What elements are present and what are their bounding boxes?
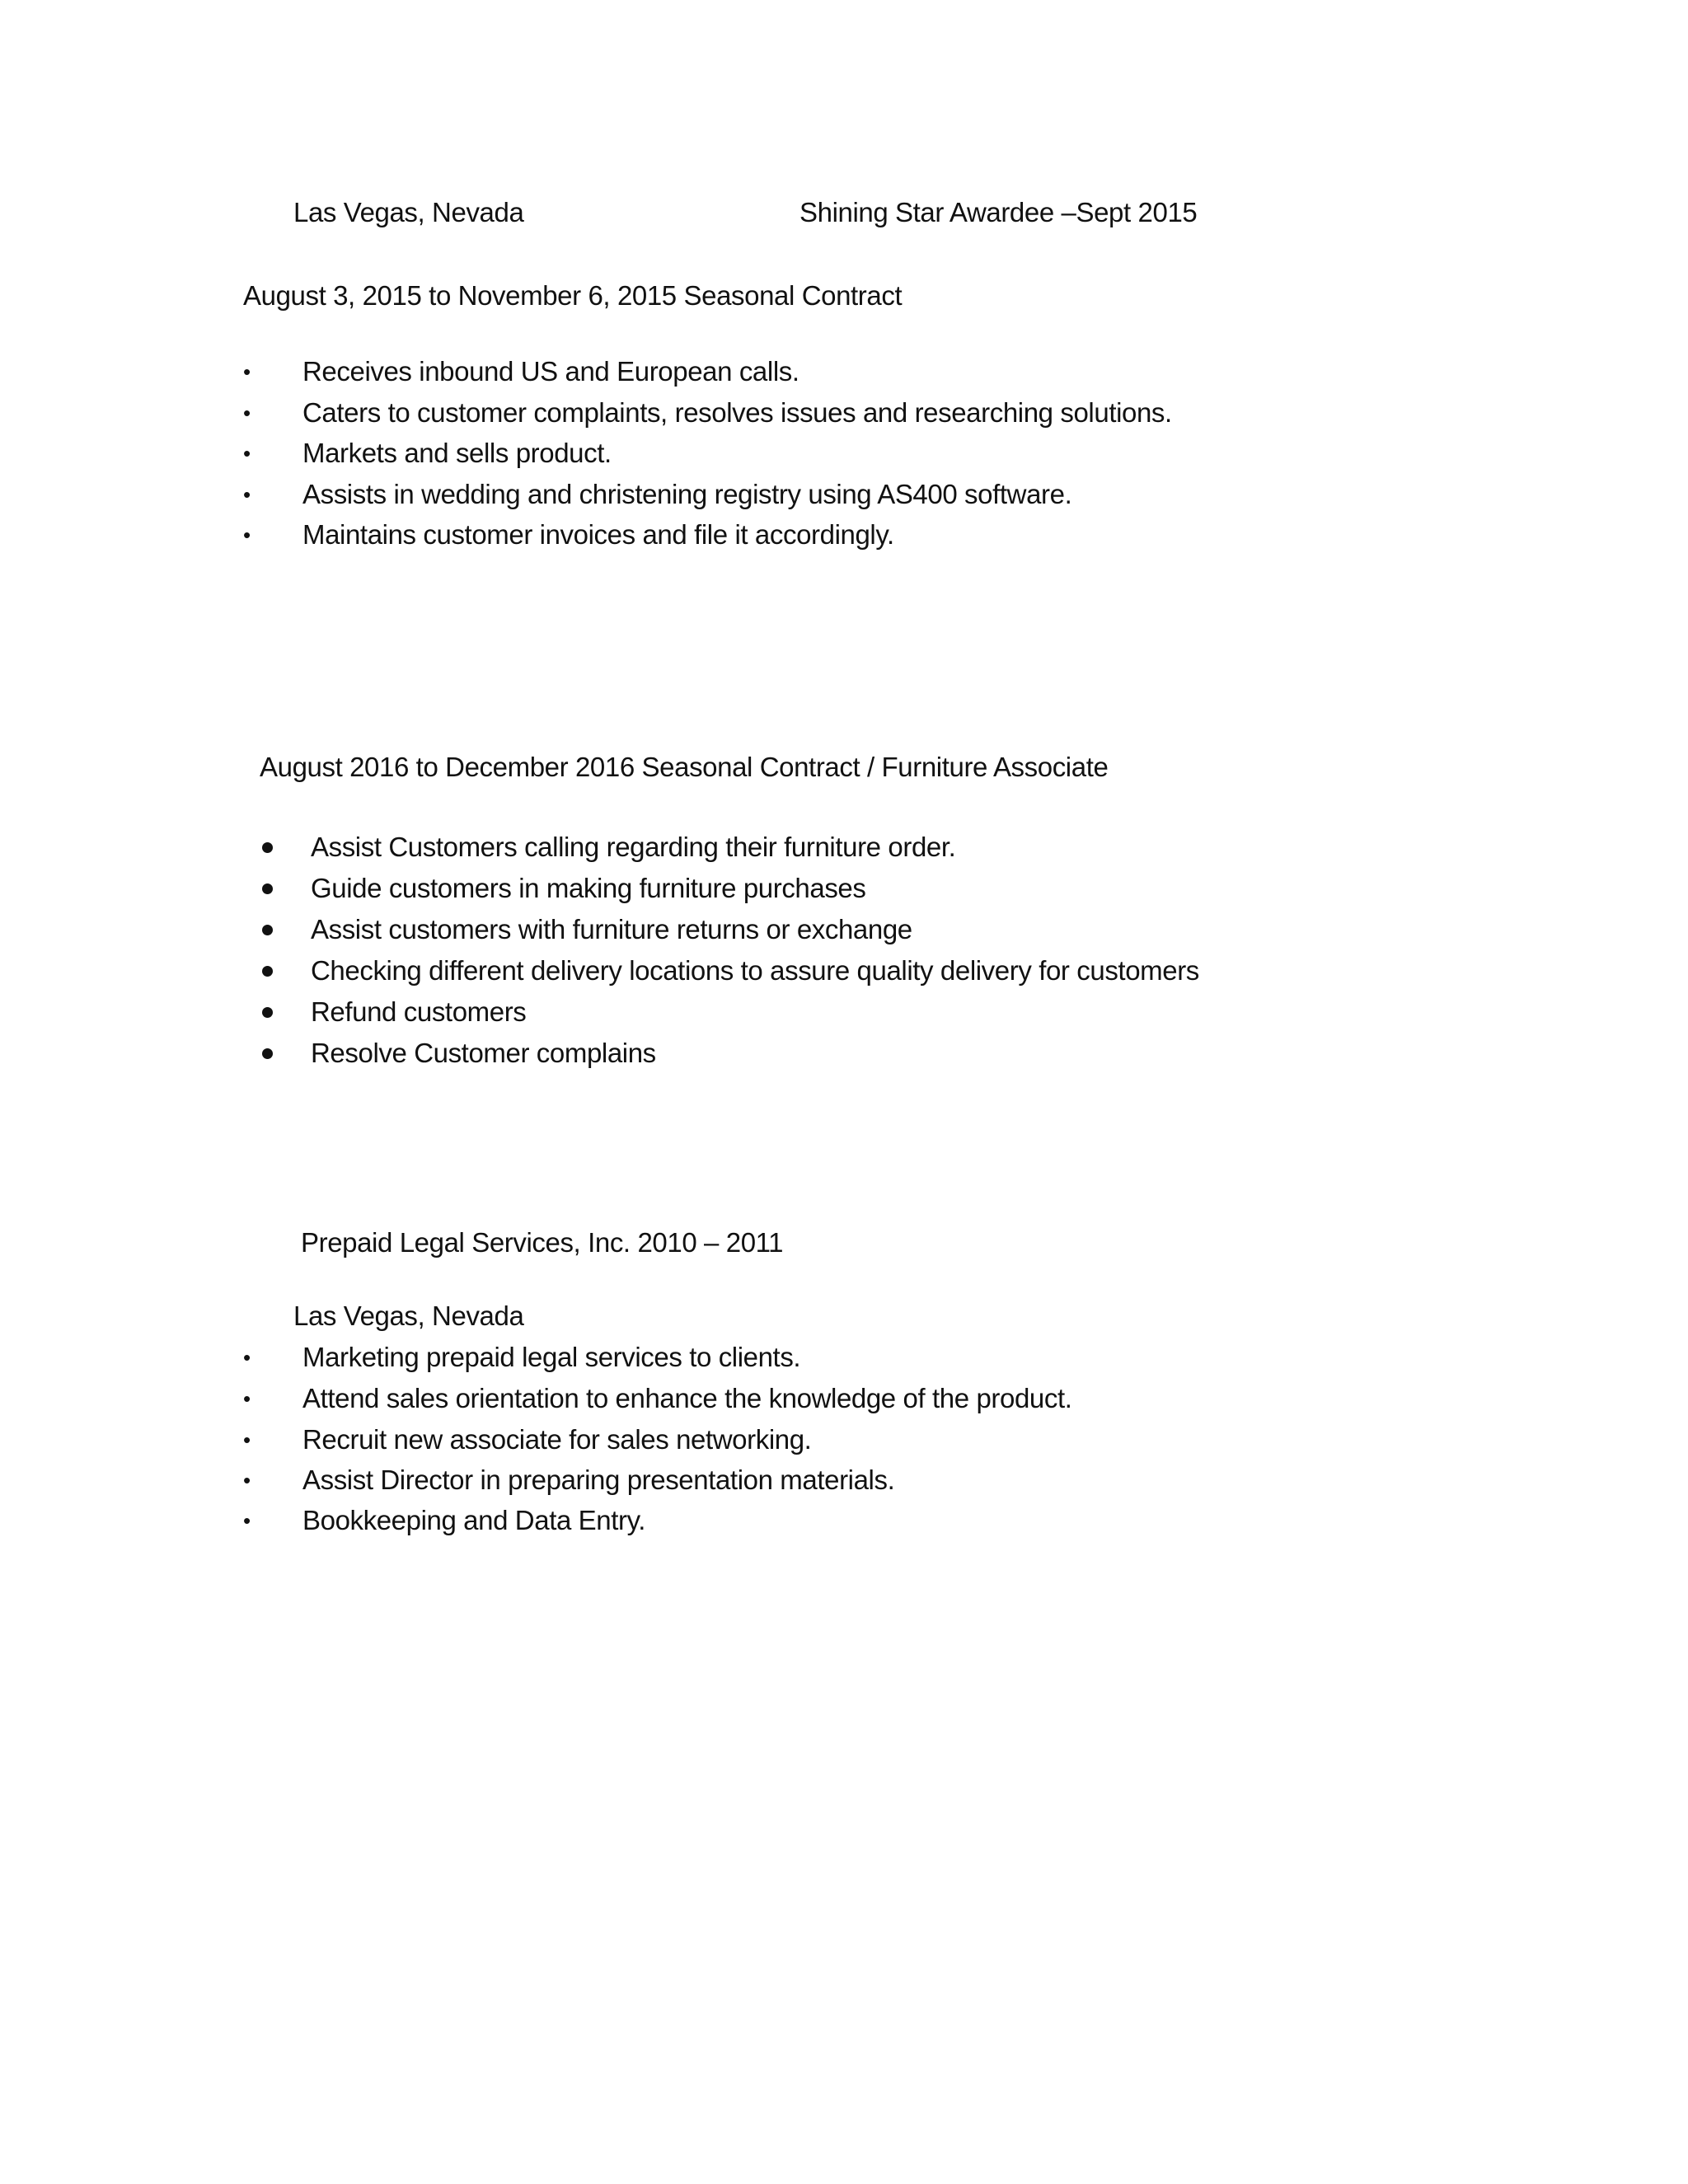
bullet-icon: • xyxy=(243,441,251,466)
bullet-icon xyxy=(262,842,273,853)
bullet-icon: • xyxy=(243,1508,251,1533)
bullet-icon xyxy=(262,1048,273,1059)
employment-period: August 3, 2015 to November 6, 2015 Seasonal Contract xyxy=(243,280,903,311)
bullet-icon: • xyxy=(243,1386,251,1411)
bullet-icon xyxy=(262,1007,273,1018)
bullet-icon: • xyxy=(243,401,251,425)
award-label: Shining Star Awardee –Sept 2015 xyxy=(799,197,1198,227)
list-item-text: Assist Customers calling regarding their furniture order. xyxy=(311,832,956,862)
list-item-text: Marketing prepaid legal services to clients. xyxy=(302,1342,801,1372)
bullet-icon: • xyxy=(243,1345,251,1370)
list-item-text: Assist customers with furniture returns or exchange xyxy=(311,914,912,944)
list-item-text: Maintains customer invoices and file it accordingly. xyxy=(302,519,894,550)
job-location: Las Vegas, Nevada xyxy=(293,197,524,227)
list-item-text: Attend sales orientation to enhance the knowledge of the product. xyxy=(302,1383,1072,1413)
company-name: Prepaid Legal Services, Inc. 2010 – 2011 xyxy=(301,1227,784,1258)
list-item-text: Guide customers in making furniture purchases xyxy=(311,873,866,903)
list-item-text: Assists in wedding and christening registry using AS400 software. xyxy=(302,479,1072,509)
bullet-icon xyxy=(262,883,273,894)
bullet-icon: • xyxy=(243,1427,251,1452)
job-location: Las Vegas, Nevada xyxy=(293,1301,524,1331)
list-item-text: Assist Director in preparing presentation materials. xyxy=(302,1465,895,1495)
list-item-text: Checking different delivery locations to assure quality delivery for customers xyxy=(311,955,1199,986)
list-item-text: Caters to customer complaints, resolves issues and researching solutions. xyxy=(302,397,1172,428)
list-item-text: Markets and sells product. xyxy=(302,438,612,468)
bullet-icon xyxy=(262,966,273,977)
bullet-icon: • xyxy=(243,482,251,507)
list-item-text: Receives inbound US and European calls. xyxy=(302,356,799,387)
list-item-text: Refund customers xyxy=(311,996,527,1027)
bullet-icon: • xyxy=(243,523,251,547)
list-item-text: Recruit new associate for sales networking. xyxy=(302,1424,812,1455)
list-item-text: Resolve Customer complains xyxy=(311,1038,656,1068)
list-item-text: Bookkeeping and Data Entry. xyxy=(302,1505,646,1535)
bullet-icon xyxy=(262,925,273,935)
bullet-icon: • xyxy=(243,359,251,384)
bullet-icon: • xyxy=(243,1468,251,1493)
employment-period: August 2016 to December 2016 Seasonal Contract / Furniture Associate xyxy=(260,752,1109,782)
